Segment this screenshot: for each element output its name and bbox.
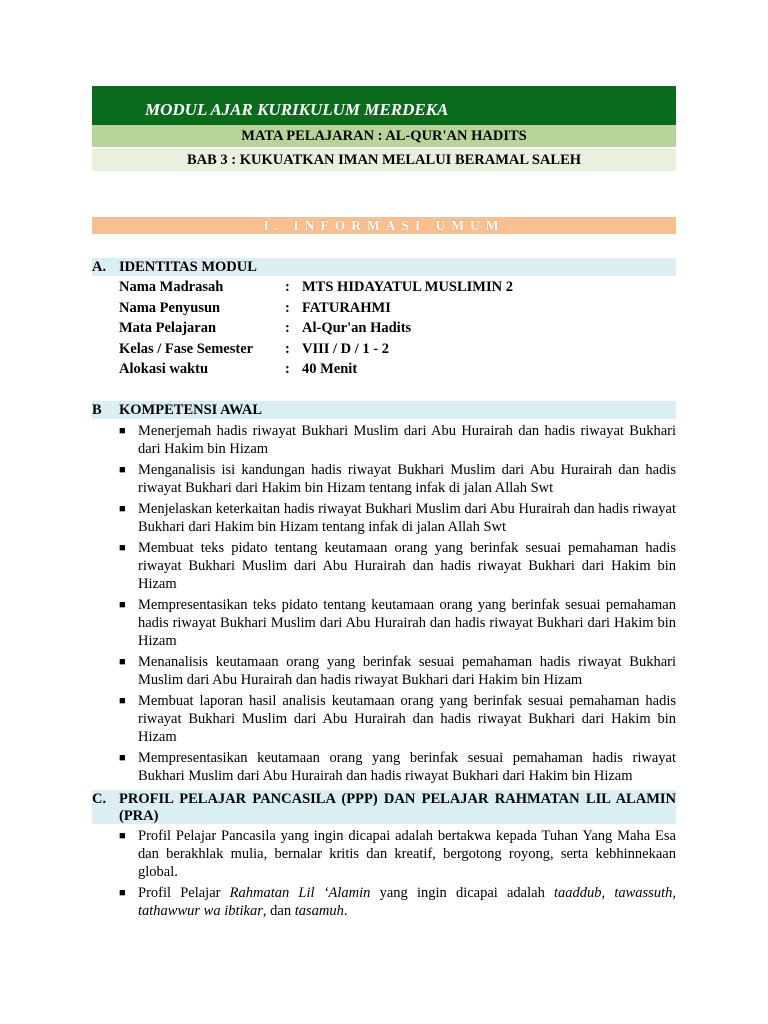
- section-banner-informasi-umum: I. INFORMASI UMUM: [92, 217, 676, 234]
- list-item-text: Membuat laporan hasil analisis keutamaan orang yang berinfak sesuai pemahaman hadis riwayat Bukhari Muslim dari Abu Hurairah dan hadis riwayat Bukhari dari Hakim bin Hizam: [138, 693, 676, 745]
- list-item-text: Profil Pelajar Rahmatan Lil ‘Alamin yang ingin dicapai adalah taaddub, tawassuth, tathawwur wa ibtikar, dan tasamuh.: [138, 885, 676, 919]
- list-item-text: Mempresentasikan teks pidato tentang keutamaan orang yang berinfak sesuai pemahaman hadis riwayat Bukhari Muslim dari Abu Hurairah dan hadis riwayat Bukhari dari Hakim bin Hizam: [138, 597, 676, 649]
- section-c-header: [92, 790, 676, 824]
- list-item: [119, 827, 676, 881]
- list-item-text: Menerjemah hadis riwayat Bukhari Muslim dari Abu Hurairah dan hadis riwayat Bukhari dari Hakim bin Hizam: [138, 423, 676, 457]
- list-item-text: Menjelaskan keterkaitan hadis riwayat Bukhari Muslim dari Abu Hurairah dan hadis riwayat Bukhari dari Hakim bin Hizam tentang infak di jalan Allah Swt: [138, 501, 676, 535]
- bullet-icon: ■: [119, 542, 126, 554]
- identity-value: MTS HIDAYATUL MUSLIMIN 2: [302, 279, 513, 295]
- identity-key: Nama Madrasah: [119, 279, 224, 295]
- section-b-header: [92, 401, 676, 419]
- identity-key: Nama Penyusun: [119, 300, 221, 316]
- bullet-icon: ■: [119, 599, 126, 611]
- list-item: [119, 461, 676, 497]
- list-item: [119, 653, 676, 689]
- list-item-text: Membuat teks pidato tentang keutamaan orang yang berinfak sesuai pemahaman hadis riwayat Bukhari Muslim dari Abu Hurairah dan hadis riwayat Bukhari dari Hakim bin Hizam: [138, 540, 676, 592]
- identity-colon: :: [285, 279, 290, 295]
- list-item: [119, 692, 676, 746]
- profile-list: [119, 827, 676, 920]
- identity-value: Al-Qur'an Hadits: [302, 320, 412, 336]
- bullet-icon: ■: [119, 830, 126, 842]
- section-b-title: KOMPETENSI AWAL: [119, 402, 263, 418]
- list-item: [119, 884, 676, 920]
- identity-colon: :: [285, 361, 290, 377]
- identity-key: Kelas / Fase Semester: [119, 341, 254, 357]
- list-item-text: Menganalisis isi kandungan hadis riwayat Bukhari Muslim dari Abu Hurairah dan hadis riwayat Bukhari dari Hakim bin Hizam tentang infak di jalan Allah Swt: [138, 462, 676, 496]
- subject-band: MATA PELAJARAN : AL-QUR'AN HADITS: [92, 125, 676, 147]
- list-item: [119, 422, 676, 458]
- section-a-letter: A.: [92, 259, 107, 275]
- identity-colon: :: [285, 341, 290, 357]
- list-item: [119, 596, 676, 650]
- module-title-band: [92, 86, 676, 125]
- bullet-icon: ■: [119, 656, 126, 668]
- identity-value: VIII / D / 1 - 2: [302, 341, 390, 357]
- competency-list: [119, 422, 676, 785]
- section-a-title: IDENTITAS MODUL: [119, 259, 257, 275]
- identity-key: Mata Pelajaran: [119, 320, 217, 336]
- list-item-text: Profil Pelajar Pancasila yang ingin dicapai adalah bertakwa kepada Tuhan Yang Maha Esa dan berakhlak mulia, bernalar kritis dan kreatif, bergotong royong, serta kebhinnekaan global.: [138, 828, 676, 880]
- identity-value: FATURAHMI: [302, 300, 391, 316]
- list-item: [119, 749, 676, 785]
- section-c-title: PROFIL PELAJAR PANCASILA (PPP) DAN PELAJAR RAHMATAN LIL ALAMIN (PRA): [119, 791, 676, 824]
- list-item-text: Menanalisis keutamaan orang yang berinfak sesuai pemahaman hadis riwayat Bukhari Muslim dari Abu Hurairah dan hadis riwayat Bukhari dari Hakim bin Hizam: [138, 654, 676, 688]
- bullet-icon: ■: [119, 503, 126, 515]
- list-item: [119, 500, 676, 536]
- bullet-icon: ■: [119, 464, 126, 476]
- list-item-text: Mempresentasikan keutamaan orang yang berinfak sesuai pemahaman hadis riwayat Bukhari Muslim dari Abu Hurairah dan hadis riwayat Bukhari dari Hakim bin Hizam: [138, 750, 676, 784]
- identity-colon: :: [285, 300, 290, 316]
- bullet-icon: ■: [119, 752, 126, 764]
- identity-key: Alokasi waktu: [119, 361, 209, 377]
- bullet-icon: ■: [119, 887, 126, 899]
- identity-value: 40 Menit: [302, 361, 358, 377]
- identity-colon: :: [285, 320, 290, 336]
- module-title: MODUL AJAR KURIKULUM MERDEKA: [145, 100, 449, 119]
- chapter-band: BAB 3 : KUKUATKAN IMAN MELALUI BERAMAL SALEH: [92, 149, 676, 171]
- section-c-letter: C.: [92, 791, 107, 807]
- bullet-icon: ■: [119, 695, 126, 707]
- list-item: [119, 539, 676, 593]
- section-a-header: [92, 258, 676, 276]
- bullet-icon: ■: [119, 425, 126, 437]
- section-b-letter: B: [92, 402, 102, 418]
